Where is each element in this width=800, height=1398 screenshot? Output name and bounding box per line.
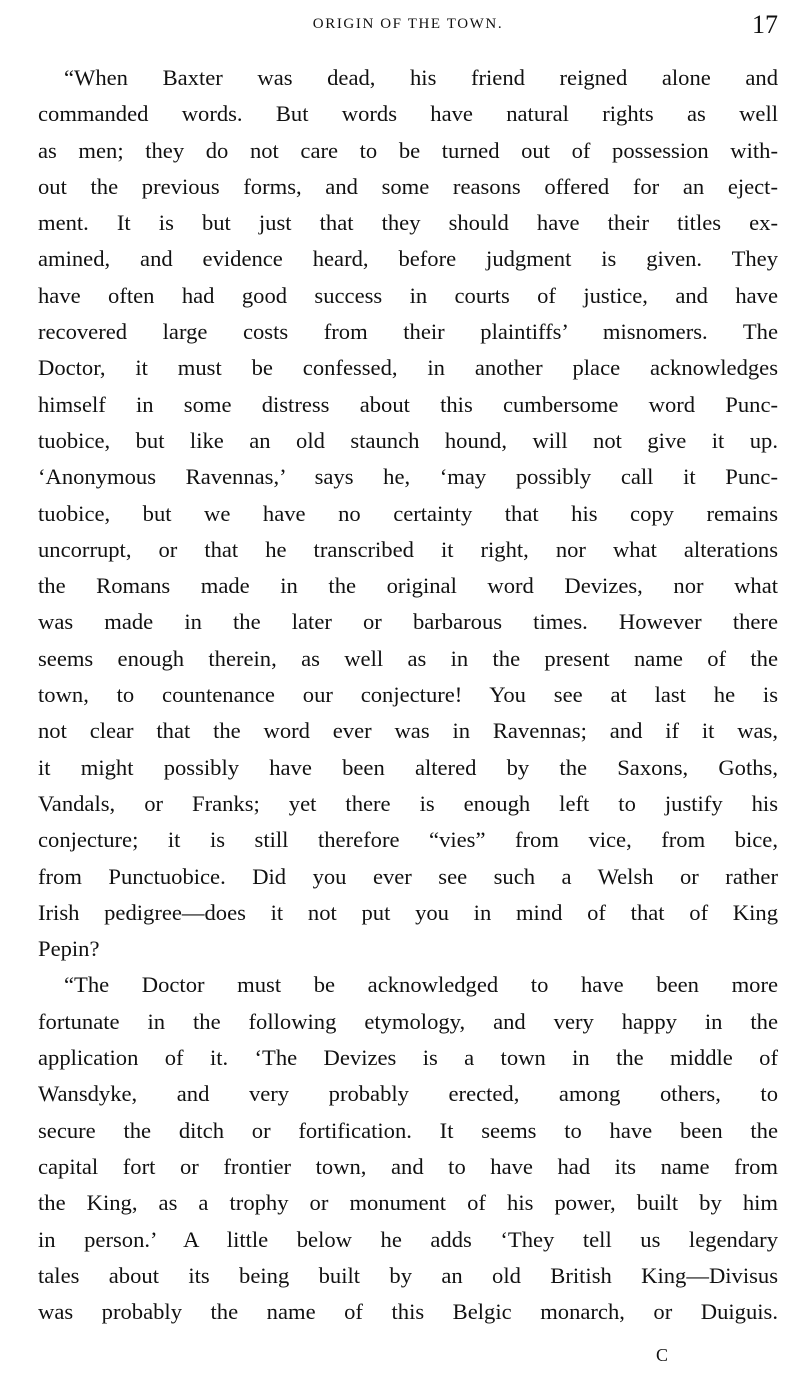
text-line: tuobice, but like an old staunch hound, will not give it up. <box>38 427 778 453</box>
text-line: uncorrupt, or that he transcribed it right, nor what alterations <box>38 536 778 562</box>
text-line: tuobice, but we have no certainty that his copy remains <box>38 500 778 526</box>
text-line: in person.’ A little below he adds ‘They tell us legendary <box>38 1226 778 1252</box>
text-line: “When Baxter was dead, his friend reigned alone and <box>64 65 778 90</box>
text-line: have often had good success in courts of justice, and have <box>38 282 778 308</box>
text-line: fortunate in the following etymology, and very happy in the <box>38 1008 778 1034</box>
text-line: tales about its being built by an old British King—Divisus <box>38 1262 778 1288</box>
text-line: recovered large costs from their plaintiffs’ misnomers. The <box>38 319 778 345</box>
running-head <box>38 10 778 42</box>
text-line: it might possibly have been altered by the Saxons, Goths, <box>38 754 778 780</box>
text-line: commanded words. But words have natural rights as well <box>38 101 778 127</box>
text-line: from Punctuobice. Did you ever see such a Welsh or rather <box>38 863 778 889</box>
text-line: Irish pedigree—does it not put you in mind of that of King <box>38 899 778 925</box>
text-line: Doctor, it must be confessed, in another place acknowledges <box>38 355 778 381</box>
text-line: “The Doctor must be acknowledged to have been more <box>64 972 778 998</box>
text-line: the King, as a trophy or monument of his power, built by him <box>38 1190 778 1216</box>
text-line: not clear that the word ever was in Ravennas; and if it was, <box>38 718 778 744</box>
signature-mark: C <box>656 1345 669 1365</box>
text-line: town, to countenance our conjecture! You see at last he is <box>38 682 778 708</box>
text-line: Vandals, or Franks; yet there is enough left to justify his <box>38 790 778 816</box>
text-line: Wansdyke, and very probably erected, among others, to <box>38 1081 778 1107</box>
text-line: was probably the name of this Belgic monarch, or Duiguis. <box>38 1299 778 1325</box>
text-line: amined, and evidence heard, before judgment is given. They <box>38 246 778 272</box>
text-line: ‘Anonymous Ravennas,’ says he, ‘may possibly call it Punc- <box>38 464 778 490</box>
text-line: conjecture; it is still therefore “vies” from vice, from bice, <box>38 827 778 853</box>
text-line: was made in the later or barbarous times. However there <box>38 609 778 635</box>
text-line: capital fort or frontier town, and to have had its name from <box>38 1153 778 1179</box>
page-number: 17 <box>752 10 778 39</box>
text-line: seems enough therein, as well as in the present name of the <box>38 645 778 671</box>
text-line: the Romans made in the original word Devizes, nor what <box>38 573 778 599</box>
text-line: ment. It is but just that they should have their titles ex- <box>38 210 778 236</box>
text-line: secure the ditch or fortification. It seems to have been the <box>38 1117 778 1143</box>
text-line: Pepin? <box>38 936 100 962</box>
body-text <box>38 60 778 1330</box>
running-title: ORIGIN OF THE TOWN. <box>312 16 504 32</box>
text-line: as men; they do not care to be turned out of possession with- <box>38 137 778 163</box>
text-line: himself in some distress about this cumbersome word Punc- <box>38 391 778 417</box>
text-line: out the previous forms, and some reasons offered for an eject- <box>38 173 778 199</box>
text-line: application of it. ‘The Devizes is a town in the middle of <box>38 1045 778 1071</box>
